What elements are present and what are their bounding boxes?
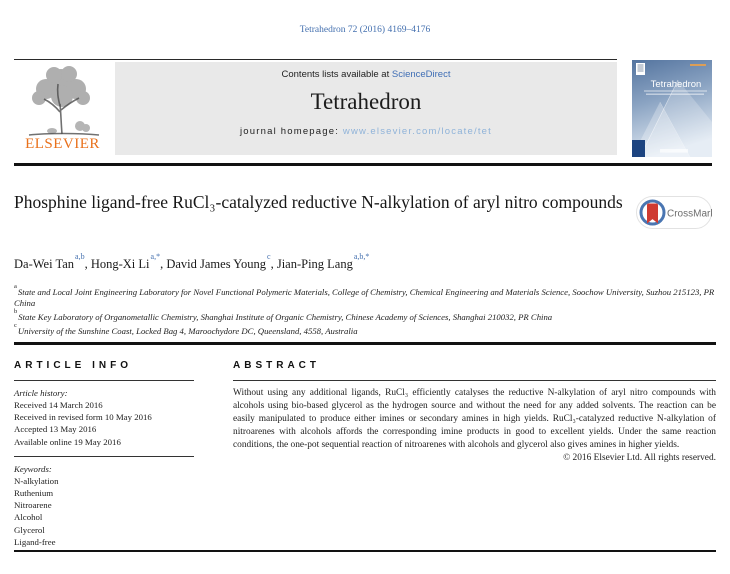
section-divider-rule — [14, 342, 716, 345]
affiliation-list — [14, 284, 716, 337]
affiliation: $^b$State Key Laboratory of Organometallic Chemistry, Shanghai Institute of Organic Chemistry, Chinese Academy of Sciences, Shanghai 210032, PR China — [14, 307, 553, 322]
article-info-heading: ARTICLE INFO — [14, 360, 132, 371]
sciencedirect-link[interactable]: ScienceDirect — [391, 69, 451, 80]
article-info-column — [14, 360, 207, 548]
crossmark-label: CrossMark — [667, 208, 712, 220]
keywords-list — [14, 475, 207, 548]
elsevier-logo[interactable] — [14, 62, 111, 158]
history-item: Received 14 March 2016 — [14, 400, 103, 410]
copyright-line: © 2016 Elsevier Ltd. All rights reserved. — [563, 453, 716, 463]
journal-cover-thumbnail[interactable] — [632, 60, 712, 157]
abstract-rule — [233, 380, 716, 381]
article-title: Phosphine ligand-free RuCl₃-catalyzed reductive N-alkylation of aryl nitro compounds — [14, 192, 623, 212]
author-affiliation-sup: a,b,* — [353, 252, 370, 261]
homepage-prefix: journal homepage: — [239, 126, 343, 137]
affiliation: $^c$University of the Sunshine Coast, Locked Bag 4, Maroochydore DC, Queensland, 4558, Australia — [14, 321, 358, 336]
journal-header-box — [115, 62, 617, 155]
author-affiliation-sup: a,* — [150, 252, 161, 261]
cover-title-text: Tetrahedron — [650, 79, 702, 90]
page-bottom-rule — [14, 550, 716, 552]
keyword-item: N-alkylation — [14, 475, 59, 486]
crossmark-badge[interactable] — [636, 196, 712, 229]
elsevier-wordmark: ELSEVIER — [25, 136, 100, 152]
crossmark-icon — [636, 196, 712, 229]
abstract-heading: ABSTRACT — [233, 360, 320, 371]
abstract-column — [233, 360, 716, 465]
article-history-list — [14, 399, 207, 448]
history-item: Accepted 13 May 2016 — [14, 424, 97, 435]
homepage-line — [115, 126, 617, 137]
history-item: Received in revised form 10 May 2016 — [14, 412, 152, 423]
journal-title: Tetrahedron — [310, 89, 422, 114]
journal-cover-image — [632, 60, 712, 157]
keyword-item: Ruthenium — [14, 488, 54, 499]
author-affiliation-sup: c — [267, 252, 271, 261]
history-item: Available online 19 May 2016 — [14, 436, 121, 447]
keyword-item: Glycerol — [14, 524, 45, 535]
author-name: Hong-Xi $Li^{a,*}$, — [90, 252, 167, 272]
author-name: Jian-Ping Lang$^{a,b,*}$ — [276, 252, 370, 272]
keywords-label: Keywords: — [14, 463, 52, 474]
author-list — [14, 252, 654, 272]
abstract-text: Without using any additional ligands, RuCl₃ efficiently catalyses the reductive N-alkylation of aryl nitro compounds with alcohols using bio-based glycerol as the hydrogen source and without the need for any added solvents. The reaction can be easily manipulated to produce either imines or secondary amines in high yields. RuCl₃-catalyzed reductive N-alkylation of nitroarenes with alcohols affords the corresponding imine products in good to excellent yields. Under the same reaction conditions, the one-pot sequential reaction of nitroarenes with alcohols and glycerol also gives amines in higher yields. — [233, 388, 716, 450]
author-name: Da-Wei Tan$^{a,b}$, — [14, 252, 91, 272]
elsevier-tree-icon — [17, 62, 109, 138]
keyword-item: Ligand-free — [14, 536, 56, 547]
keyword-item: Nitroarene — [14, 500, 52, 511]
journal-citation: Tetrahedron 72 (2016) 4169–4176 — [299, 25, 431, 35]
author-affiliation-sup: a,b — [75, 252, 85, 261]
affiliation: $^a$State and Local Joint Engineering Laboratory for Novel Functional Polymeric Materials, College of Chemistry, Chemical Engineering and Materials Science, Soochow University, Suzhou 215123, PR China — [14, 283, 715, 308]
keywords-rule — [14, 456, 194, 457]
article-info-rule — [14, 380, 194, 381]
header-bottom-rule — [14, 163, 712, 166]
contents-prefix: Contents lists available at — [281, 69, 392, 80]
keyword-item: Alcohol — [14, 512, 43, 523]
author-name: David James Young$^c$, — [166, 252, 277, 272]
contents-line — [115, 69, 617, 80]
header-top-rule — [14, 59, 617, 60]
journal-homepage-link[interactable]: www.elsevier.com/locate/tet — [342, 126, 493, 137]
article-history-label: Article history: — [14, 388, 68, 398]
